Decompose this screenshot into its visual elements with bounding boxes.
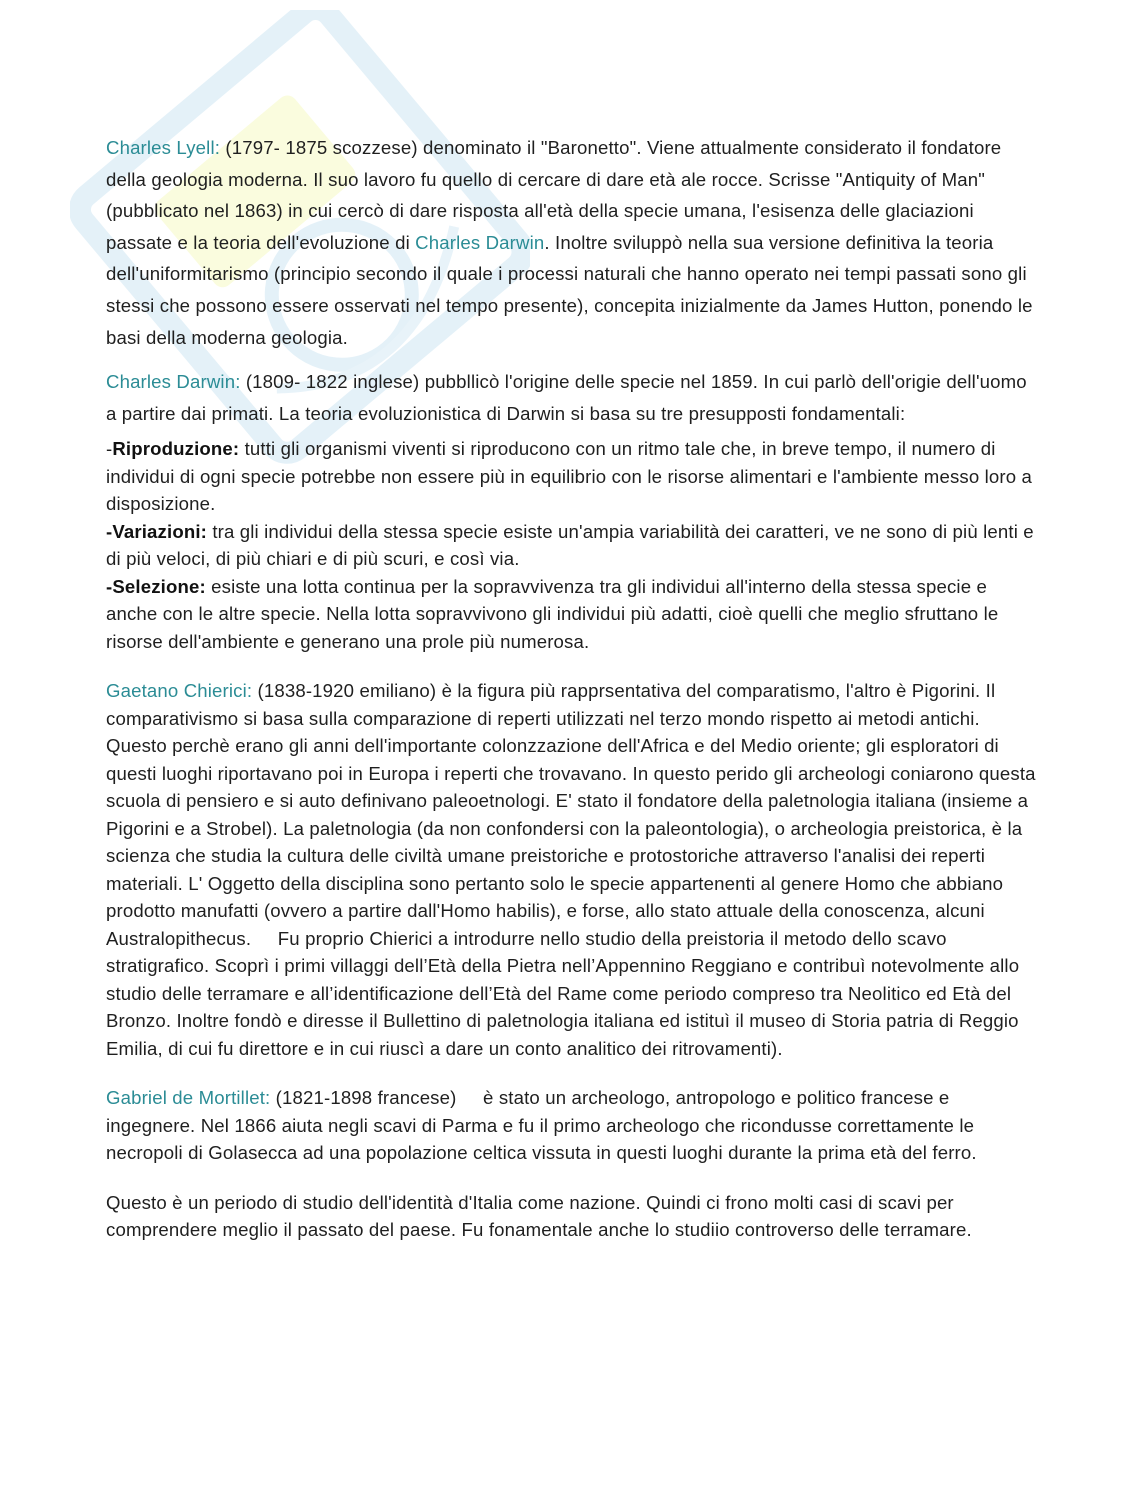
chierici-text: (1838-1920 emiliano) è la figura più rapprsentativa del comparatismo, l'altro è Pigorini. Il comparativismo si basa sulla comparazione di reperti utilizzati nel terzo mondo rispetto ai metodi antichi. Questo perchè erano gli anni dell'importante colonzzazione dell'Africa e del Medio oriente; gli esploratori di questi luoghi riportavano poi in Europa i reperti che trovavano. In questo perido gli archeologi coniarono questa scuola di pensiero e si auto definivano paleoetnologi. E' stato il fondatore della paletnologia italiana (insieme a Pigorini e a Strobel). La paletnologia (da non confondersi con la paleontologia), o archeologia preistorica, è la scienza che studia la cultura delle civiltà umane preistoriche e protostoriche attraverso l'analisi dei reperti materiali. L' Oggetto della disciplina sono pertanto solo le specie appartenenti al genere Homo che abbiano prodotto manufatti (ovvero a partire dall'Homo habilis), e forse, allo stato attuale della conoscenza, alcuni Australopithecus. Fu proprio Chierici a introdurre nello studio della preistoria il metodo dello scavo stratigrafico. Scoprì i primi villaggi dell’Età della Pietra nell’Appennino Reggiano e contribuì notevolmente allo studio delle terramare e all’identificazione dell’Età del Rame come periodo compreso tra Neolitico ed Età del Bronzo. Inoltre fondò e diresse il Bullettino di paletnologia italiana ed istituì il museo di Storia patria di Reggio Emilia, di cui fu direttore e in cui riuscì a dare un conto analitico dei ritrovamenti). — [106, 680, 1041, 1059]
name-gabriel-de-mortillet: Gabriel de Mortillet: — [106, 1087, 271, 1109]
link-charles-darwin[interactable]: Charles Darwin — [415, 231, 545, 253]
name-charles-darwin: Charles Darwin: — [106, 371, 241, 393]
list-item: -Selezione: esiste una lotta continua per la sopravvivenza tra gli individui all'interno della stessa specie e anche con le altre specie. Nella lotta sopravvivono gli individui più adatti, cioè quelli che meglio sfruttano le risorse dell'ambiente e generano una prole più numerosa. — [106, 575, 999, 652]
list-item: -Riproduzione: tutti gli organismi viventi si riproducono con un ritmo tale che, in breve tempo, il numero di individui di ogni specie potrebbe non essere più in equilibrio con le risorse alimentari e l'ambiente messo loro a disposizione. — [106, 438, 1033, 515]
lyell-text-1: (1797- 1875 scozzese) denominato il "Baronetto". Viene attualmente considerato il fondatore della geologia moderna. Il suo lavoro fu quello di cercare di dare età ale rocce. Scrisse "Antiquity of Man" (pubblicato nel 1863) in cui cercò di dare risposta all'età della specie umana, l'esisenza delle glaciazioni passate e la teoria dell'evoluzione di — [106, 137, 1002, 253]
list-item: -Variazioni: tra gli individui della stessa specie esiste un'ampia variabilità dei caratteri, ve ne sono di più lenti e di più veloci, di più chiari e di più scuri, e così via. — [106, 520, 1034, 570]
item-label-variazioni: Variazioni: — [112, 520, 207, 542]
lyell-text-2: . Inoltre sviluppò nella sua versione definitiva la teoria dell'uniformitarismo (principio secondo il quale i processi naturali che hanno operato nei tempi passati sono gli stessi che possono essere osservati nel tempo presente), concepita inizialmente da James Hutton, ponendo le basi della moderna geologia. — [106, 231, 1033, 348]
darwin-principles-list — [106, 435, 1042, 655]
item-text: tutti gli organismi viventi si riproducono con un ritmo tale che, in breve tempo, il numero di individui di ogni specie potrebbe non essere più in equilibrio con le risorse alimentari e l'ambiente messo loro a disposizione. — [106, 438, 1033, 515]
paragraph-chierici — [106, 677, 1042, 1062]
paragraph-mortillet — [106, 1084, 1042, 1167]
item-label-riproduzione: Riproduzione: — [112, 438, 240, 460]
item-text: tra gli individui della stessa specie esiste un'ampia variabilità dei caratteri, ve ne sono di più lenti e di più veloci, di più chiari e di più scuri, e così via. — [106, 520, 1034, 570]
document-body — [106, 132, 1042, 1244]
paragraph-lyell — [106, 132, 1042, 353]
name-charles-lyell: Charles Lyell: — [106, 137, 221, 158]
item-label-selezione: Selezione: — [112, 575, 206, 597]
mortillet-text: (1821-1898 francese) è stato un archeologo, antropologo e politico francese e ingegnere. Nel 1866 aiuta negli scavi di Parma e fu il primo archeologo che ricondusse correttamente le necropoli di Golasecca ad una popolazione celtica vissuta in questi luoghi durante la prima età del ferro. — [106, 1087, 980, 1164]
name-gaetano-chierici: Gaetano Chierici: — [106, 680, 253, 702]
paragraph-darwin-intro — [106, 366, 1042, 429]
darwin-intro-text: (1809- 1822 inglese) pubbllicò l'origine delle specie nel 1859. In cui parlò dell'origie dell'uomo a partire dai primati. La teoria evoluzionistica di Darwin si basa su tre presupposti fondamentali: — [106, 371, 1027, 424]
paragraph-closing: Questo è un periodo di studio dell'identità d'Italia come nazione. Quindi ci frono molti casi di scavi per comprendere meglio il passato del paese. Fu fonamentale anche lo studiio controverso delle terramare. — [106, 1191, 972, 1241]
item-text: esiste una lotta continua per la sopravvivenza tra gli individui all'interno della stessa specie e anche con le altre specie. Nella lotta sopravvivono gli individui più adatti, cioè quelli che meglio sfruttano le risorse dell'ambiente e generano una prole più numerosa. — [106, 575, 999, 652]
